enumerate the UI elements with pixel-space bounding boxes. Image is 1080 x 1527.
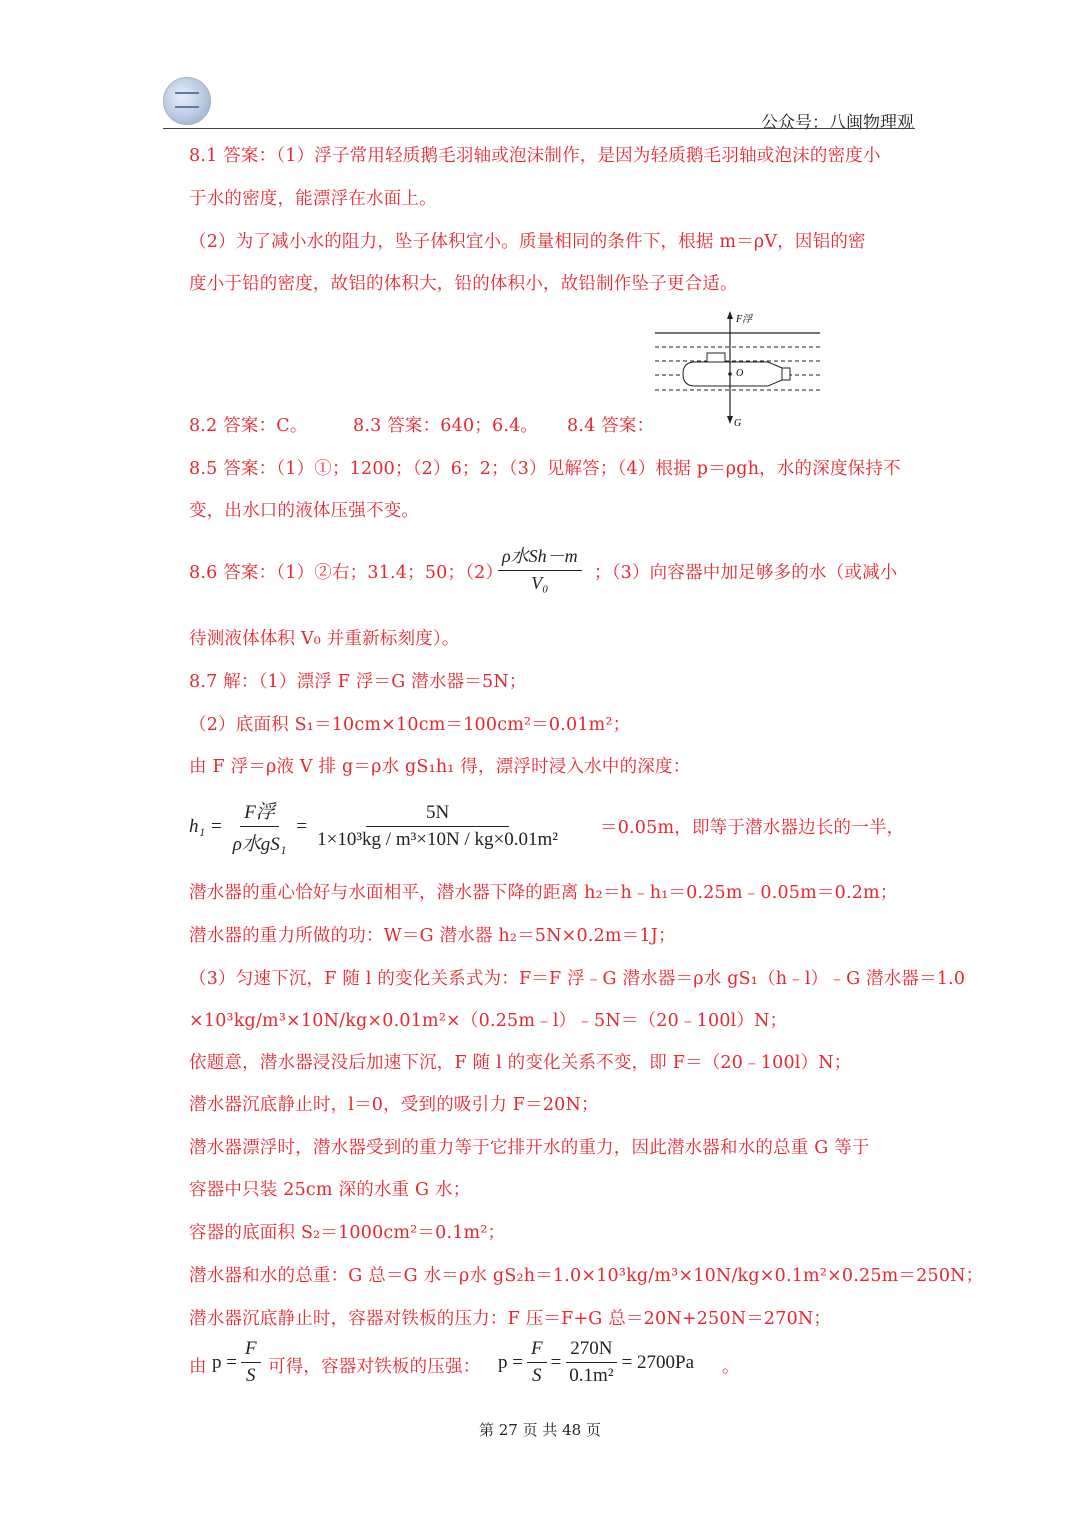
answer-8-7-line-16a: 由 xyxy=(189,1357,207,1377)
answer-8-7-line-1: 8.7 解：（1）漂浮 F 浮＝G 潜水器＝5N； xyxy=(189,672,527,692)
formula-h1-right-numerator: 5N xyxy=(366,802,509,827)
formula-h1 xyxy=(189,797,562,856)
answer-8-1-line-3: （2）为了减小水的阻力，坠子体积宜小。质量相同的条件下，根据 m＝ρV，因铝的密 xyxy=(189,232,866,252)
answer-8-7-line-16b: 可得，容器对铁板的压强： xyxy=(268,1357,481,1377)
formula-p-def-lhs: p = xyxy=(212,1351,237,1373)
answer-8-3: 8.3 答案：640；6.4。 xyxy=(353,416,539,436)
answer-8-7-line-3: 由 F 浮＝ρ液 V 排 g＝ρ水 gS₁h₁ 得，漂浮时浸入水中的深度： xyxy=(189,757,691,777)
formula-p-result-lhs: p = xyxy=(498,1351,523,1373)
answer-8-7-line-6: 潜水器的重力所做的功：W＝G 潜水器 h₂＝5N×0.2m＝1J； xyxy=(189,926,676,946)
answer-8-7-line-10: 潜水器沉底静止时，l＝0，受到的吸引力 F＝20N； xyxy=(189,1095,599,1115)
answer-8-7-line-12: 容器中只装 25cm 深的水重 G 水； xyxy=(189,1180,471,1200)
formula-p-result xyxy=(498,1338,694,1387)
answer-8-2: 8.2 答案：C。 xyxy=(189,416,308,436)
formula-p-result-value: = 2700Pa xyxy=(621,1351,694,1373)
answer-8-6-line-1a: 8.6 答案：（1）②右；31.4；50；（2） xyxy=(189,563,504,583)
answer-8-7-line-2: （2）底面积 S₁＝10cm×10cm＝100cm²＝0.01m²； xyxy=(189,715,631,735)
logo-mark xyxy=(175,92,199,108)
formula-p-def-numerator: F xyxy=(241,1338,261,1363)
answer-8-7-line-7: （3）匀速下沉，F 随 l 的变化关系式为：F＝F 浮﹣G 潜水器＝ρ水 gS₁（h﹣l）﹣G 潜水器＝1.0 xyxy=(189,969,966,989)
answer-8-7-line-5: 潜水器的重心恰好与水面相平，潜水器下降的距离 h₂＝h﹣h₁＝0.25m﹣0.05m＝0.2m； xyxy=(189,883,898,903)
answer-8-4: 8.4 答案： xyxy=(567,416,655,436)
answer-8-7-line-4: ＝0.05m，即等于潜水器边长的一半， xyxy=(600,818,905,838)
answer-8-7-line-16c: 。 xyxy=(722,1357,740,1377)
formula-8-6-numerator: ρ水Sh－m xyxy=(498,542,582,571)
formula-p-result-denominator-2: 0.1m² xyxy=(569,1365,614,1386)
page-number: 第 27 页 共 48 页 xyxy=(478,1421,601,1439)
formula-p-def xyxy=(212,1338,261,1387)
answer-8-7-line-15: 潜水器沉底静止时，容器对铁板的压力：F 压＝F+G 总＝20N+250N＝270N； xyxy=(189,1309,832,1329)
formula-h1-right-denominator: 1×10³kg / m³×10N / kg×0.01m² xyxy=(317,829,558,850)
label-g: G xyxy=(734,418,742,429)
header-account: 公众号：八闽物理观 xyxy=(761,113,914,133)
answer-8-7-line-8: ×10³kg/m³×10N/kg×0.01m²×（0.25m﹣l）﹣5N＝（20﹣100l）N； xyxy=(189,1011,788,1031)
answer-8-7-line-14: 潜水器和水的总重：G 总＝G 水＝ρ水 gS₂h＝1.0×10³kg/m³×10N/kg×0.1m²×0.25m＝250N； xyxy=(189,1266,984,1286)
formula-p-result-equals: = xyxy=(550,1351,562,1373)
formula-p-result-numerator-1: F xyxy=(527,1338,547,1363)
submarine-force-diagram xyxy=(650,310,825,430)
formula-p-result-denominator-1: S xyxy=(532,1365,542,1386)
formula-p-def-denominator: S xyxy=(246,1365,256,1386)
formula-h1-mid-denominator: ρ水gS₁ xyxy=(232,834,287,855)
answer-8-1-line-4: 度小于铅的密度，故铝的体积大，铅的体积小，故铅制作坠子更合适。 xyxy=(189,274,738,294)
header-rule xyxy=(163,128,915,129)
formula-8-6 xyxy=(498,542,582,594)
answer-8-5-line-2: 变，出水口的液体压强不变。 xyxy=(189,501,420,521)
formula-h1-equals: = xyxy=(296,815,308,837)
answer-8-7-line-11: 潜水器漂浮时，潜水器受到的重力等于它排开水的重力，因此潜水器和水的总重 G 等于 xyxy=(189,1138,870,1158)
label-o: O xyxy=(736,368,744,379)
answer-8-7-line-13: 容器的底面积 S₂＝1000cm²＝0.1m²； xyxy=(189,1223,506,1243)
answer-8-6-line-1b: ；（3）向容器中加足够多的水（或减小 xyxy=(594,563,898,583)
formula-8-6-denominator: V₀ xyxy=(531,573,549,593)
answer-8-1-line-2: 于水的密度，能漂浮在水面上。 xyxy=(189,189,437,209)
answer-8-6-line-2: 待测液体体积 V₀ 并重新标刻度）。 xyxy=(189,629,460,649)
formula-p-result-numerator-2: 270N xyxy=(566,1338,616,1363)
formula-h1-lhs: h₁ = xyxy=(189,815,223,837)
label-f-buoyancy: F浮 xyxy=(736,314,753,325)
logo xyxy=(163,77,211,125)
answer-8-1-line-1: 8.1 答案：（1）浮子常用轻质鹅毛羽轴或泡沫制作，是因为轻质鹅毛羽轴或泡沫的密度小 xyxy=(189,146,881,166)
answer-8-7-line-9: 依题意，潜水器浸没后加速下沉，F 随 l 的变化关系不变，即 F＝（20﹣100l）N； xyxy=(189,1053,852,1073)
formula-h1-mid-numerator: F浮 xyxy=(240,797,279,827)
answer-8-5-line-1: 8.5 答案：（1）①；1200；（2）6；2；（3）见解答；（4）根据 p＝ρgh，水的深度保持不 xyxy=(189,459,901,479)
